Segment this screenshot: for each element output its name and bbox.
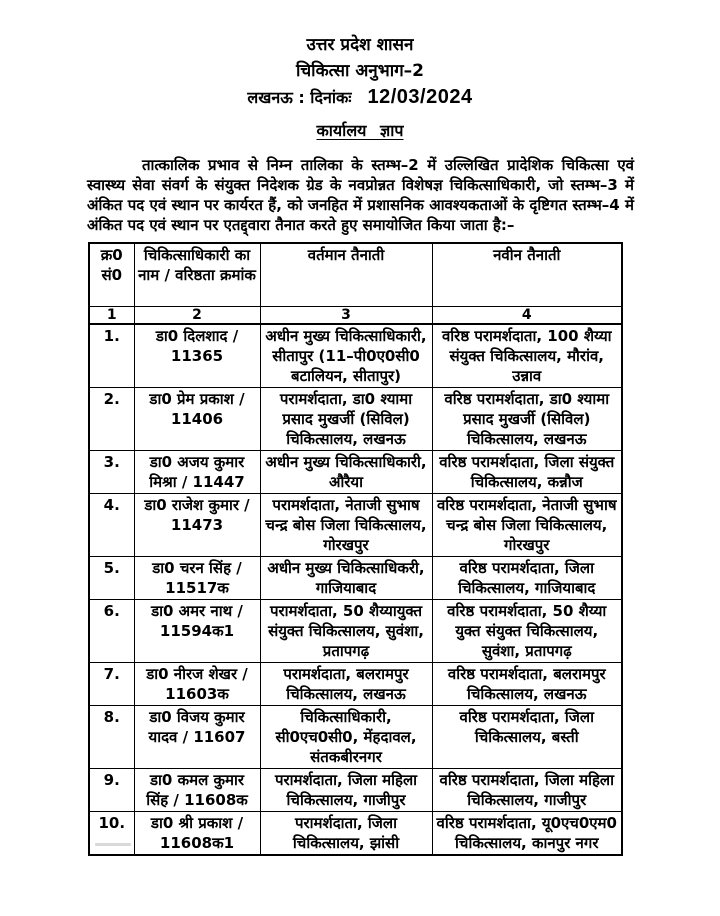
current-posting-cell: अधीन मुख्य चिकित्साधिकारी, औरैया [260,451,432,494]
table-header-row [89,243,622,307]
new-posting-cell: वरिष्ठ परामर्शदाता, जिला चिकित्सालय, बस्ती [432,706,622,769]
new-posting-cell: वरिष्ठ परामर्शदाता, जिला महिला चिकित्सालय, गाजीपुर [432,769,622,812]
serial-cell: 1. [89,324,134,388]
current-posting-cell: परामर्शदाता, जिला महिला चिकित्सालय, गाजीपुर [260,769,432,812]
column-number: 3 [260,307,432,325]
current-posting-cell: परामर्शदाता, जिला चिकित्सालय, झांसी [260,812,432,856]
serial-cell: 10. [89,812,134,856]
current-posting-cell: अधीन मुख्य चिकित्साधिकरी, गाजियाबाद [260,557,432,600]
name-cell: डा0 प्रेम प्रकाश / 11406 [134,388,260,451]
column-number: 2 [134,307,260,325]
new-posting-cell: वरिष्ठ परामर्शदाता, यू0एच0एम0 चिकित्सालय, कानपुर नगर [432,812,622,856]
column-number-row [89,307,622,325]
serial-cell: 5. [89,557,134,600]
column-number: 1 [89,307,134,325]
new-posting-cell: वरिष्ठ परामर्शदाता, नेताजी सुभाष चन्द्र बोस जिला चिकित्सालय, गोरखपुर [432,494,622,557]
scan-artifact-mark [95,843,131,846]
col-header-name: चिकित्साधिकारी का नाम / वरिष्ठता क्रमांक [134,243,260,307]
serial-cell: 3. [89,451,134,494]
name-cell: डा0 विजय कुमार यादव / 11607 [134,706,260,769]
current-posting-cell: चिकित्साधिकारी, सी0एच0सी0, मेंहदावल, संतकबीरनगर [260,706,432,769]
current-posting-cell: परामर्शदाता, 50 शैय्यायुक्त संयुक्त चिकित्सालय, सुवंशा, प्रतापगढ़ [260,600,432,663]
table-row [89,769,622,812]
table-row [89,451,622,494]
current-posting-cell: परामर्शदाता, डा0 श्यामा प्रसाद मुखर्जी (सिविल) चिकित्सालय, लखनऊ [260,388,432,451]
new-posting-cell: वरिष्ठ परामर्शदाता, बलरामपुर चिकित्सालय, लखनऊ [432,663,622,706]
name-cell: डा0 राजेश कुमार / 11473 [134,494,260,557]
new-posting-cell: वरिष्ठ परामर्शदाता, 100 शैय्या संयुक्त चिकित्सालय, मौरांव, उन्नाव [432,324,622,388]
col-header-current-posting: वर्तमान तैनाती [260,243,432,307]
current-posting-cell: परामर्शदाता, नेताजी सुभाष चन्द्र बोस जिला चिकित्सालय, गोरखपुर [260,494,432,557]
posting-table [88,242,623,856]
name-cell: डा0 अमर नाथ / 11594क1 [134,600,260,663]
section-title: चिकित्सा अनुभाग–2 [295,61,424,81]
new-posting-cell: वरिष्ठ परामर्शदाता, जिला संयुक्त चिकित्सालय, कन्नौज [432,451,622,494]
table-row [89,663,622,706]
column-number: 4 [432,307,622,325]
name-cell: डा0 कमल कुमार सिंह / 11608क [134,769,260,812]
table-row [89,388,622,451]
name-cell: डा0 चरन सिंह / 11517क [134,557,260,600]
table-row [89,557,622,600]
table-row [89,600,622,663]
serial-cell: 4. [89,494,134,557]
name-cell: डा0 अजय कुमार मिश्रा / 11447 [134,451,260,494]
memo-title: कार्यालय ज्ञाप [316,121,404,140]
org-title: उत्तर प्रदेश शासन [306,35,414,55]
dateline-label: लखनऊ : दिनांकः [247,88,352,107]
col-header-serial: क्र0 सं0 [89,243,134,307]
serial-cell: 2. [89,388,134,451]
intro-paragraph: तात्कालिक प्रभाव से निम्न तालिका के स्तम्भ–2 में उल्लिखित प्रादेशिक चिकित्सा एवं स्वास्थ्य सेवा संवर्ग के संयुक्त निदेशक ग्रेड के नवप्रोन्नत विशेषज्ञ चिकित्साधिकारी, जो स्तम्भ–3 में अंकित पद एवं स्थान पर कार्यरत हैं, को जनहित में प्रशासनिक आवश्यकताओं के दृष्टिगत स्तम्भ–4 में अंकित पद एवं स्थान पर एतद्द्वारा तैनात करते हुए समायोजित किया जाता है:– [87,156,634,234]
serial-cell: 7. [89,663,134,706]
col-header-new-posting: नवीन तैनाती [432,243,622,307]
serial-cell: 9. [89,769,134,812]
table-row [89,324,622,388]
dateline [0,84,720,111]
new-posting-cell: वरिष्ठ परामर्शदाता, जिला चिकित्सालय, गाजियाबाद [432,557,622,600]
table-row [89,706,622,769]
name-cell: डा0 दिलशाद / 11365 [134,324,260,388]
name-cell: डा0 नीरज शेखर / 11603क [134,663,260,706]
table-row [89,494,622,557]
new-posting-cell: वरिष्ठ परामर्शदाता, डा0 श्यामा प्रसाद मुखर्जी (सिविल) चिकित्सालय, लखनऊ [432,388,622,451]
name-cell: डा0 श्री प्रकाश / 11608क1 [134,812,260,856]
current-posting-cell: परामर्शदाता, बलरामपुर चिकित्सालय, लखनऊ [260,663,432,706]
serial-cell: 8. [89,706,134,769]
table-row [89,812,622,856]
current-posting-cell: अधीन मुख्य चिकित्साधिकारी, सीतापुर (11–पी0ए0सी0 बटालियन, सीतापुर) [260,324,432,388]
serial-cell: 6. [89,600,134,663]
new-posting-cell: वरिष्ठ परामर्शदाता, 50 शैय्या युक्त संयुक्त चिकित्सालय, सुवंशा, प्रतापगढ़ [432,600,622,663]
date-value: 12/03/2024 [367,86,473,108]
